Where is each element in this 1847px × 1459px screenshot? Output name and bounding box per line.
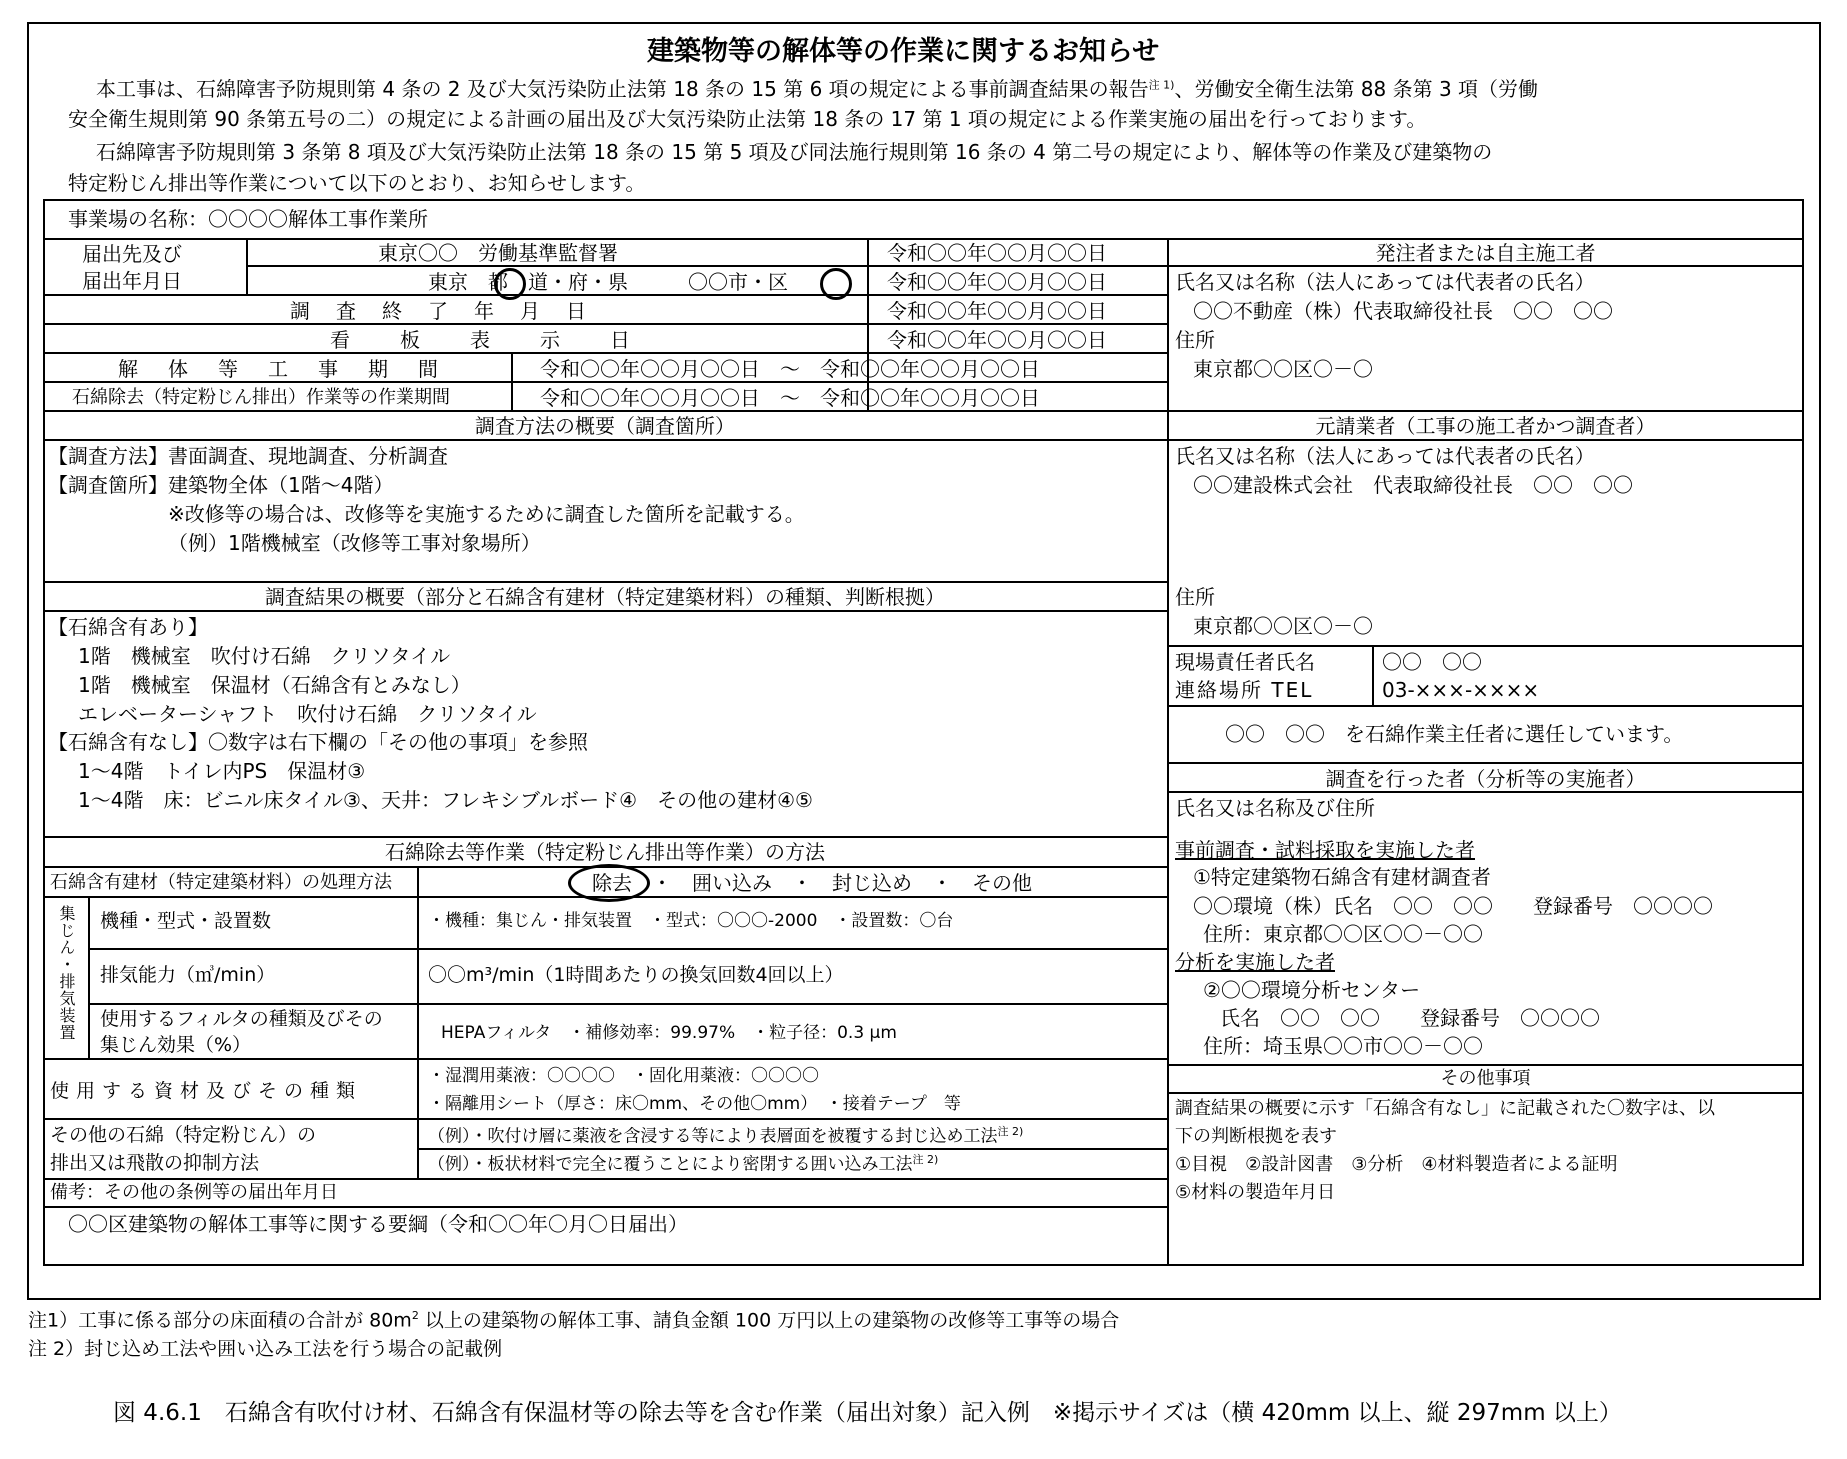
analysis-organization: ②〇〇環境分析センター [1203,978,1421,1002]
analysis-label: 分析を実施した者 [1175,950,1335,974]
intro-line-4: 特定粉じん排出等作業について以下のとおり、お知らせします。 [68,171,646,195]
sign-date: 令和〇〇年〇〇月〇〇日 [887,328,1107,352]
intro-line-3: 石綿障害予防規則第 3 条第 8 項及び大気汚染防止法第 18 条の 15 第 5 項及び同法施行規則第 16 条の 4 第二号の規定により、解体等の作業及び建築物の [96,140,1493,164]
divider [88,1003,1168,1005]
divider [43,294,1168,296]
other-method-line-1: （例）・吹付け層に薬液を含浸する等により表層面を被覆する封じ込め工法$^{注 2)}$ [428,1125,1024,1147]
remarks-label: 備考：その他の条例等の届出年月日 [50,1182,338,1203]
divider [1167,645,1804,647]
divider [511,352,513,410]
removal-header: 石綿除去等作業（特定粉じん排出等作業）の方法 [385,840,825,864]
client-name-label: 氏名又は名称（法人にあっては代表者の氏名） [1175,270,1595,294]
survey-result-line: エレベーターシャフト 吹付け石綿 クリソタイル [78,702,537,726]
pre-survey-qualification: ①特定建築物石綿含有建材調査者 [1193,865,1491,889]
selected-ku-circle [820,268,852,300]
filter-label-1: 使用するフィルタの種類及びその [100,1008,383,1030]
divider [43,238,1804,240]
divider [43,581,1168,583]
materials-line-2: ・隔離用シート（厚さ：床〇mm、その他〇mm） ・接着テープ 等 [428,1094,961,1114]
survey-result-line: 【石綿含有あり】 [48,615,208,639]
capacity-value: 〇〇m³/min（1時間あたりの換気回数4回以上） [428,964,844,986]
divider [43,1206,1168,1208]
figure-caption: 図 4.6.1 石綿含有吹付け材、石綿含有保温材等の除去等を含む作業（届出対象）記入例 ※掲示サイズは（横 420mm 以上、縦 297mm 以上） [113,1400,1622,1426]
contractor-address: 東京都〇〇区〇－〇 [1193,614,1373,638]
divider [43,1058,1168,1060]
materials-label: 使用する資材及びその種類 [50,1080,363,1102]
divider [1167,265,1804,267]
divider [1167,705,1804,707]
divider [43,610,1168,612]
contact-label: 連絡場所 TEL [1175,678,1314,702]
divider [43,323,1168,325]
survey-method-line: 【調査箇所】建築物全体（1階～4階） [48,473,394,497]
other-method-line-2: （例）・板状材料で完全に覆うことにより密閉する囲い込み工法$^{注 2)}$ [428,1153,939,1175]
client-address: 東京都〇〇区〇－〇 [1193,357,1373,381]
capacity-label: 排気能力（㎥/min） [100,964,276,986]
model-value: ・機種：集じん・排気装置 ・型式：〇〇〇-2000 ・設置数：〇台 [428,911,954,931]
client-header: 発注者または自主施工者 [1375,241,1596,265]
survey-end-date: 令和〇〇年〇〇月〇〇日 [887,299,1107,323]
labor-office: 東京〇〇 労働基準監督署 [378,241,618,265]
surveyor-name-label: 氏名又は名称及び住所 [1175,796,1375,820]
site-manager: 〇〇 〇〇 [1382,650,1482,674]
divider [246,265,1168,267]
divider [417,866,419,1118]
contractor-address-label: 住所 [1175,585,1215,609]
removal-period-label: 石綿除去（特定粉じん排出）作業等の作業期間 [72,387,450,408]
pre-survey-address: 住所：東京都〇〇区〇〇－〇〇 [1203,922,1483,946]
remarks-value: 〇〇区建築物の解体工事等に関する要綱（令和〇〇年〇月〇日届出） [68,1212,688,1236]
survey-result-header: 調査結果の概要（部分と石綿含有建材（特定建築材料）の種類、判断根拠） [265,585,945,609]
analysis-address: 住所：埼玉県〇〇市〇〇－〇〇 [1203,1034,1483,1058]
notification-label-2: 届出年月日 [82,269,182,293]
divider [43,439,1804,441]
survey-method-line: （例）1階機械室（改修等工事対象場所） [168,531,541,555]
divider [43,1178,1168,1180]
column-divider [1167,238,1169,1266]
divider [1167,791,1804,793]
site-name: 事業場の名称：〇〇〇〇解体工事作業所 [68,207,428,231]
sign-label: 看板表示日 [330,328,680,352]
divider [43,381,1168,383]
removal-period: 令和〇〇年〇〇月〇〇日 ～ 令和〇〇年〇〇月〇〇日 [540,386,1040,410]
materials-line-1: ・湿潤用薬液：〇〇〇〇 ・固化用薬液：〇〇〇〇 [428,1066,819,1086]
divider [88,948,1168,950]
divider [1167,1092,1804,1094]
other-items-line: ⑤材料の製造年月日 [1175,1182,1336,1203]
divider [43,410,1804,412]
other-items-line: ①目視 ②設計図書 ③分析 ④材料製造者による証明 [1175,1154,1618,1175]
other-method-label-1: その他の石綿（特定粉じん）の [50,1124,317,1146]
other-items-line: 調査結果の概要に示す「石綿含有なし」に記載された〇数字は、以 [1175,1098,1715,1119]
survey-method-line: 【調査方法】書面調査、現地調査、分析調査 [48,444,448,468]
survey-result-line: 【石綿含有なし】〇数字は右下欄の「その他の事項」を参照 [48,730,588,754]
contractor-header: 元請業者（工事の施工者かつ調査者） [1315,414,1656,438]
survey-result-line: 1階 機械室 保温材（石綿含有とみなし） [78,673,471,697]
divider [1167,1064,1804,1066]
notification-label-1: 届出先及び [82,242,182,266]
divider [1167,762,1804,764]
other-items-header: その他事項 [1440,1068,1531,1089]
divider [417,1148,1168,1150]
contractor-name-label: 氏名又は名称（法人にあっては代表者の氏名） [1175,444,1595,468]
prefecture-office: 東京 都 道・府・県 〇〇市・区 [428,270,788,294]
client-name: 〇〇不動産（株）代表取締役社長 〇〇 〇〇 [1193,299,1613,323]
selected-to-circle [494,268,526,300]
survey-method-line: ※改修等の場合は、改修等を実施するために調査した箇所を記載する。 [168,502,805,526]
intro-line-2: 安全衛生規則第 90 条第五号の二）の規定による計画の届出及び大気汚染防止法第 18 条の 17 第 1 項の規定による作業実施の届出を行っております。 [68,107,1427,131]
client-address-label: 住所 [1175,328,1215,352]
filter-label-2: 集じん効果（%） [100,1034,252,1056]
surveyor-header: 調査を行った者（分析等の実施者） [1325,767,1646,791]
prefecture-office-date: 令和〇〇年〇〇月〇〇日 [887,270,1107,294]
footnote-2: 注 2）封じ込め工法や囲い込み工法を行う場合の記載例 [28,1338,503,1360]
other-method-label-2: 排出又は飛散の抑制方法 [50,1152,260,1174]
footnote-1: 注1）工事に係る部分の床面積の合計が $80m^2$ 以上の建築物の解体工事、請負金額 100 万円以上の建築物の改修等工事等の場合 [28,1309,1120,1332]
intro-line-1: 本工事は、石綿障害予防規則第 4 条の 2 及び大気汚染防止法第 18 条の 15 第 6 項の規定による事前調査結果の報告$^{注 1)}$、労働安全衛生法第 88 条第 3 項（労働 [96,77,1539,101]
divider [43,836,1168,838]
survey-method-header: 調査方法の概要（調査箇所） [475,414,735,438]
notice-title: 建築物等の解体等の作業に関するお知らせ [647,36,1160,67]
demolition-period: 令和〇〇年〇〇月〇〇日 ～ 令和〇〇年〇〇月〇〇日 [540,357,1040,381]
pre-survey-label: 事前調査・試料採取を実施した者 [1175,838,1475,862]
other-items-line: 下の判断根拠を表す [1175,1126,1337,1147]
survey-result-line: 1階 機械室 吹付け石綿 クリソタイル [78,644,451,668]
treatment-selected: 除去 [592,871,632,895]
divider [88,896,90,1058]
dust-collector-group-label: 集じん・排気装置 [57,905,76,1041]
survey-end-label: 調査終了年月日 [290,299,612,323]
treatment-method-label: 石綿含有建材（特定建築材料）の処理方法 [50,872,392,893]
survey-result-line: 1～4階 トイレ内PS 保温材③ [78,759,366,783]
analysis-name: 氏名 〇〇 〇〇 登録番号 〇〇〇〇 [1220,1006,1600,1030]
asbestos-chief: 〇〇 〇〇 を石綿作業主任者に選任しています。 [1225,722,1684,746]
divider [43,352,1168,354]
filter-value: HEPAフィルタ ・補修効率：99.97% ・粒子径：0.3 μm [441,1023,897,1043]
model-label: 機種・型式・設置数 [100,910,272,932]
pre-survey-name: 〇〇環境（株）氏名 〇〇 〇〇 登録番号 〇〇〇〇 [1193,894,1713,918]
divider [43,896,1168,898]
divider [43,1118,1168,1120]
demolition-label: 解体等工事期間 [118,357,468,381]
survey-result-line: 1～4階 床：ビニル床タイル③、天井：フレキシブルボード④ その他の建材④⑤ [78,788,813,812]
treatment-options: ・ 囲い込み ・ 封じ込め ・ その他 [652,871,1032,895]
contact-tel: 03-×××-×××× [1382,678,1540,702]
contractor-name: 〇〇建設株式会社 代表取締役社長 〇〇 〇〇 [1193,473,1633,497]
labor-office-date: 令和〇〇年〇〇月〇〇日 [887,241,1107,265]
divider [1372,645,1374,705]
site-manager-label: 現場責任者氏名 [1175,650,1315,674]
